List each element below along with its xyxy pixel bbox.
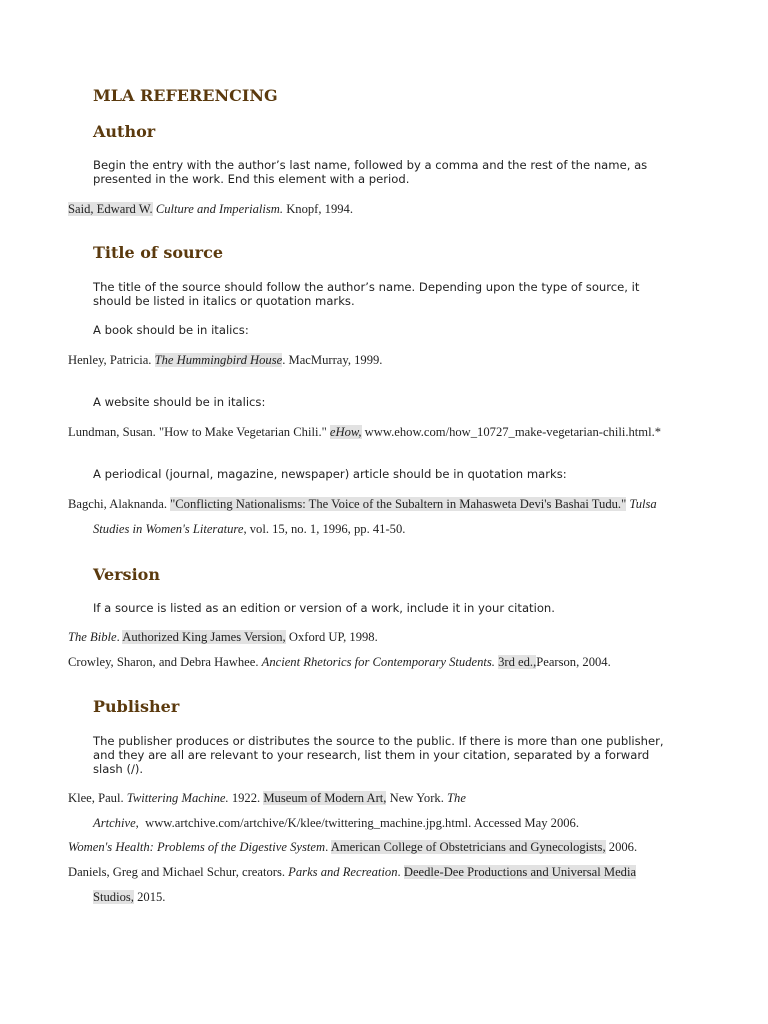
citation-title: Ancient Rhetorics for Contemporary Students. <box>261 655 495 669</box>
citation-title: The Hummingbird House <box>154 353 283 367</box>
book-example-citation <box>68 353 382 367</box>
author-body-line-1: Begin the entry with the author’s last name, followed by a comma and the rest of the name, as <box>93 158 648 172</box>
citation-author-name: Henley, Patricia. <box>68 353 152 367</box>
citation-rest: Pearson, 2004. <box>536 655 611 669</box>
periodical-example-citation-line-1 <box>68 497 657 511</box>
citation-rest: , vol. 15, no. 1, 1996, pp. 41-50. <box>243 522 406 536</box>
citation-author-name: Daniels, Greg and Michael Schur, creators. <box>68 865 286 879</box>
citation-dot: . <box>325 840 329 854</box>
citation-site: eHow, <box>329 425 362 439</box>
publisher-example-citation-1-line-2 <box>93 816 579 830</box>
citation-publisher-part-2: Studios, <box>93 890 134 904</box>
page-title: MLA REFERENCING <box>93 86 278 105</box>
citation-edition: 3rd ed., <box>498 655 537 669</box>
website-note: A website should be in italics: <box>93 395 266 409</box>
citation-dot: . <box>397 865 401 879</box>
citation-author-name: Bagchi, Alaknanda. <box>68 497 167 511</box>
author-body-line-2: presented in the work. End this element with a period. <box>93 172 410 186</box>
citation-url: www.artchive.com/artchive/K/klee/twittering_machine.jpg.html. Accessed May 2006. <box>145 816 580 830</box>
title-body-line-2: should be listed in italics or quotation marks. <box>93 294 355 308</box>
version-example-citation-2 <box>68 655 611 669</box>
citation-article-title: "Conflicting Nationalisms: The Voice of the Subaltern in Mahasweta Devi's Bashai Tudu." <box>170 497 627 511</box>
citation-title: Culture and Imperialism. <box>155 202 284 216</box>
citation-title: The Bible <box>68 630 117 644</box>
publisher-example-citation-2 <box>68 840 637 854</box>
citation-dot: . <box>116 630 120 644</box>
publisher-example-citation-1-line-1 <box>68 791 466 805</box>
periodical-note: A periodical (journal, magazine, newspaper) article should be in quotation marks: <box>93 467 567 481</box>
citation-publisher: American College of Obstetricians and Gynecologists, <box>330 840 606 854</box>
citation-title: Parks and Recreation <box>288 865 398 879</box>
citation-rest: 2006. <box>608 840 638 854</box>
citation-publisher: Museum of Modern Art, <box>263 791 387 805</box>
citation-archive: Artchive, <box>93 816 139 830</box>
author-example-citation <box>68 202 353 216</box>
periodical-example-citation-line-2 <box>93 522 405 536</box>
citation-archive-article: The <box>447 791 466 805</box>
citation-rest: Knopf, 1994. <box>286 202 353 216</box>
citation-year: 1922. <box>231 791 261 805</box>
book-note: A book should be in italics: <box>93 323 249 337</box>
citation-title: Women's Health: Problems of the Digestive System <box>68 840 326 854</box>
citation-journal-part-2: Studies in Women's Literature <box>93 522 244 536</box>
section-heading-version: Version <box>93 565 160 584</box>
version-body: If a source is listed as an edition or version of a work, include it in your citation. <box>93 601 555 615</box>
citation-version: Authorized King James Version, <box>122 630 286 644</box>
citation-author-name: Klee, Paul. <box>68 791 124 805</box>
publisher-example-citation-3-line-2 <box>93 890 165 904</box>
citation-author-title: Lundman, Susan. "How to Make Vegetarian Chili." <box>68 425 327 439</box>
section-heading-author: Author <box>93 122 156 141</box>
publisher-example-citation-3-line-1 <box>68 865 636 879</box>
citation-publisher-part-1: Deedle-Dee Productions and Universal Media <box>403 865 637 879</box>
version-example-citation-1 <box>68 630 378 644</box>
title-body-line-1: The title of the source should follow the author’s name. Depending upon the type of source, it <box>93 280 640 294</box>
citation-title: Twittering Machine. <box>126 791 229 805</box>
citation-journal-part-1: Tulsa <box>629 497 657 511</box>
publisher-body-line-2: and they are all are relevant to your research, list them in your citation, separated by a forward <box>93 748 650 762</box>
website-example-citation <box>68 425 661 439</box>
citation-author-name: Said, Edward W. <box>68 202 153 216</box>
citation-author-name: Crowley, Sharon, and Debra Hawhee. <box>68 655 259 669</box>
citation-rest: 2015. <box>137 890 166 904</box>
publisher-body-line-3: slash (/). <box>93 762 144 776</box>
citation-url: www.ehow.com/how_10727_make-vegetarian-chili.html.* <box>364 425 662 439</box>
citation-rest: Oxford UP, 1998. <box>288 630 378 644</box>
section-heading-publisher: Publisher <box>93 697 180 716</box>
publisher-body-line-1: The publisher produces or distributes the source to the public. If there is more than one publisher, <box>93 734 664 748</box>
citation-place: New York. <box>389 791 444 805</box>
section-heading-title-of-source: Title of source <box>93 243 223 262</box>
citation-rest: . MacMurray, 1999. <box>282 353 383 367</box>
